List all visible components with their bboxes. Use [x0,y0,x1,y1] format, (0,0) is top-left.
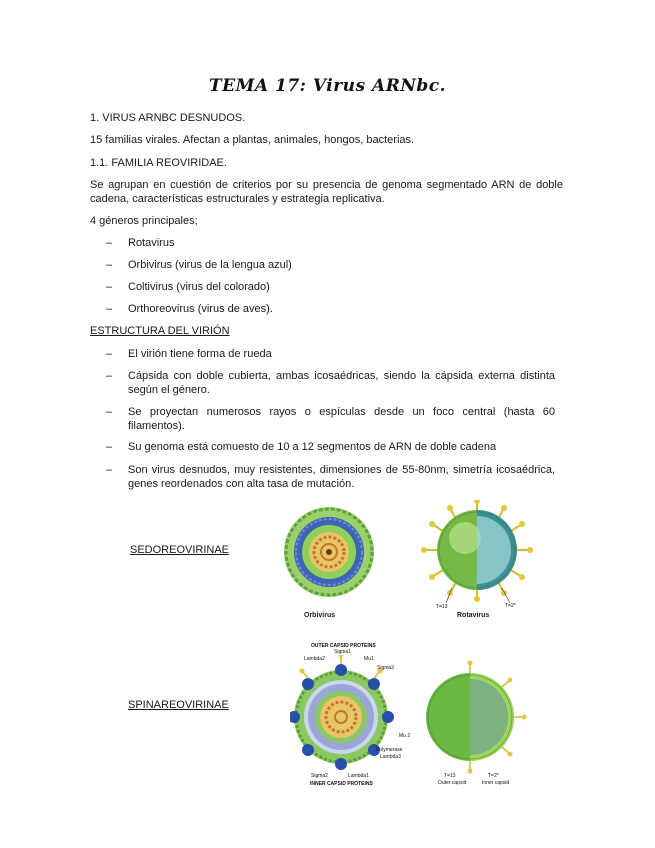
outer-capsid-label: Outer capsid [438,780,467,786]
bullet-dash: – [106,303,113,315]
section-heading-1-1: 1.1. FAMILIA REOVIRIDAE. [90,157,227,169]
figure-sedoreovirinae [280,500,540,625]
rotavirus-illustration [421,500,533,603]
lambda2-label: Lambda2 [304,656,325,662]
list-item: El virión tiene forma de rueda [128,348,272,360]
t2-label: T=2* [488,773,499,779]
list-item: Coltivirus (virus del colorado) [128,281,270,293]
intro-text: 15 familias virales. Afectan a plantas, animales, hongos, bacterias. [90,134,415,146]
orthoreovirus-capsid-illustration [426,661,527,774]
sigma2-label: Sigma2 [311,773,328,779]
orbivirus-illustration [284,507,374,597]
bullet-dash: – [106,281,113,293]
list-item: Cápsida con doble cubierta, ambas icosaédricas, siendo la cápsida externa distinta según el género. [128,370,555,396]
page-title: TEMA 17: Virus ARNbc. [208,76,447,96]
inner-capsid-label: Inner capsid [482,780,510,786]
list-item: Su genoma está comuesto de 10 a 12 segmentos de ARN de doble cadena [128,441,497,453]
bullet-dash: – [106,441,113,453]
rotavirus-caption: Rotavirus [457,612,490,619]
paragraph: Se agrupan en cuestión de criterios por su presencia de genoma segmentado ARN de doble cadena, características estructurales y estrategia replicativa. [90,179,563,205]
lambda3-label: Lambda3 [380,754,401,760]
subfamily-sedoreovirinae: SEDOREOVIRINAE [130,544,230,556]
outer-capsid-proteins-label: OUTER CAPSID PROTEINS [311,643,376,649]
sigma1-label: Sigma1 [334,649,351,655]
list-item: Orbivirus (virus de la lengua azul) [128,259,292,271]
polymerase-label: Polymerase [376,747,403,753]
bullet-dash: – [106,348,113,360]
t2-label: T=2* [505,603,516,609]
inner-capsid-proteins-label: INNER CAPSID PROTEINS [310,781,373,787]
sigma3-label: Sigma3 [377,665,394,671]
list-item: Orthoreovirus (virus de aves). [128,303,273,315]
list-item: Rotavirus [128,237,175,249]
list-item: Se proyectan numerosos rayos o espículas desde un foco central (hasta 60 filamentos). [128,406,555,432]
mu1-label: Mu1 [364,656,374,662]
mu2-label: Mu 2 [399,733,411,739]
bullet-dash: – [106,237,113,249]
orbivirus-caption: Orbivirus [304,612,336,619]
bullet-dash: – [106,464,113,476]
bullet-dash: – [106,406,113,418]
figure-spinareovirinae [290,655,530,785]
structure-heading: ESTRUCTURA DEL VIRIÓN [90,325,230,337]
bullet-dash: – [106,259,113,271]
bullet-dash: – [106,370,113,382]
list-item: Son virus desnudos, muy resistentes, dimensiones de 55-80nm, simetría icosaédrica, genes reordenados con alta tasa de mutación. [128,464,555,490]
lambda1-label: Lambda1 [348,773,369,779]
section-heading-1: 1. VIRUS ARNBC DESNUDOS. [90,112,246,124]
t13-label: T=13 [444,773,456,779]
subfamily-spinareovirinae: SPINAREOVIRINAE [128,699,229,711]
genera-intro: 4 géneros principales; [90,215,198,227]
t13-label: T=13 [436,604,448,610]
